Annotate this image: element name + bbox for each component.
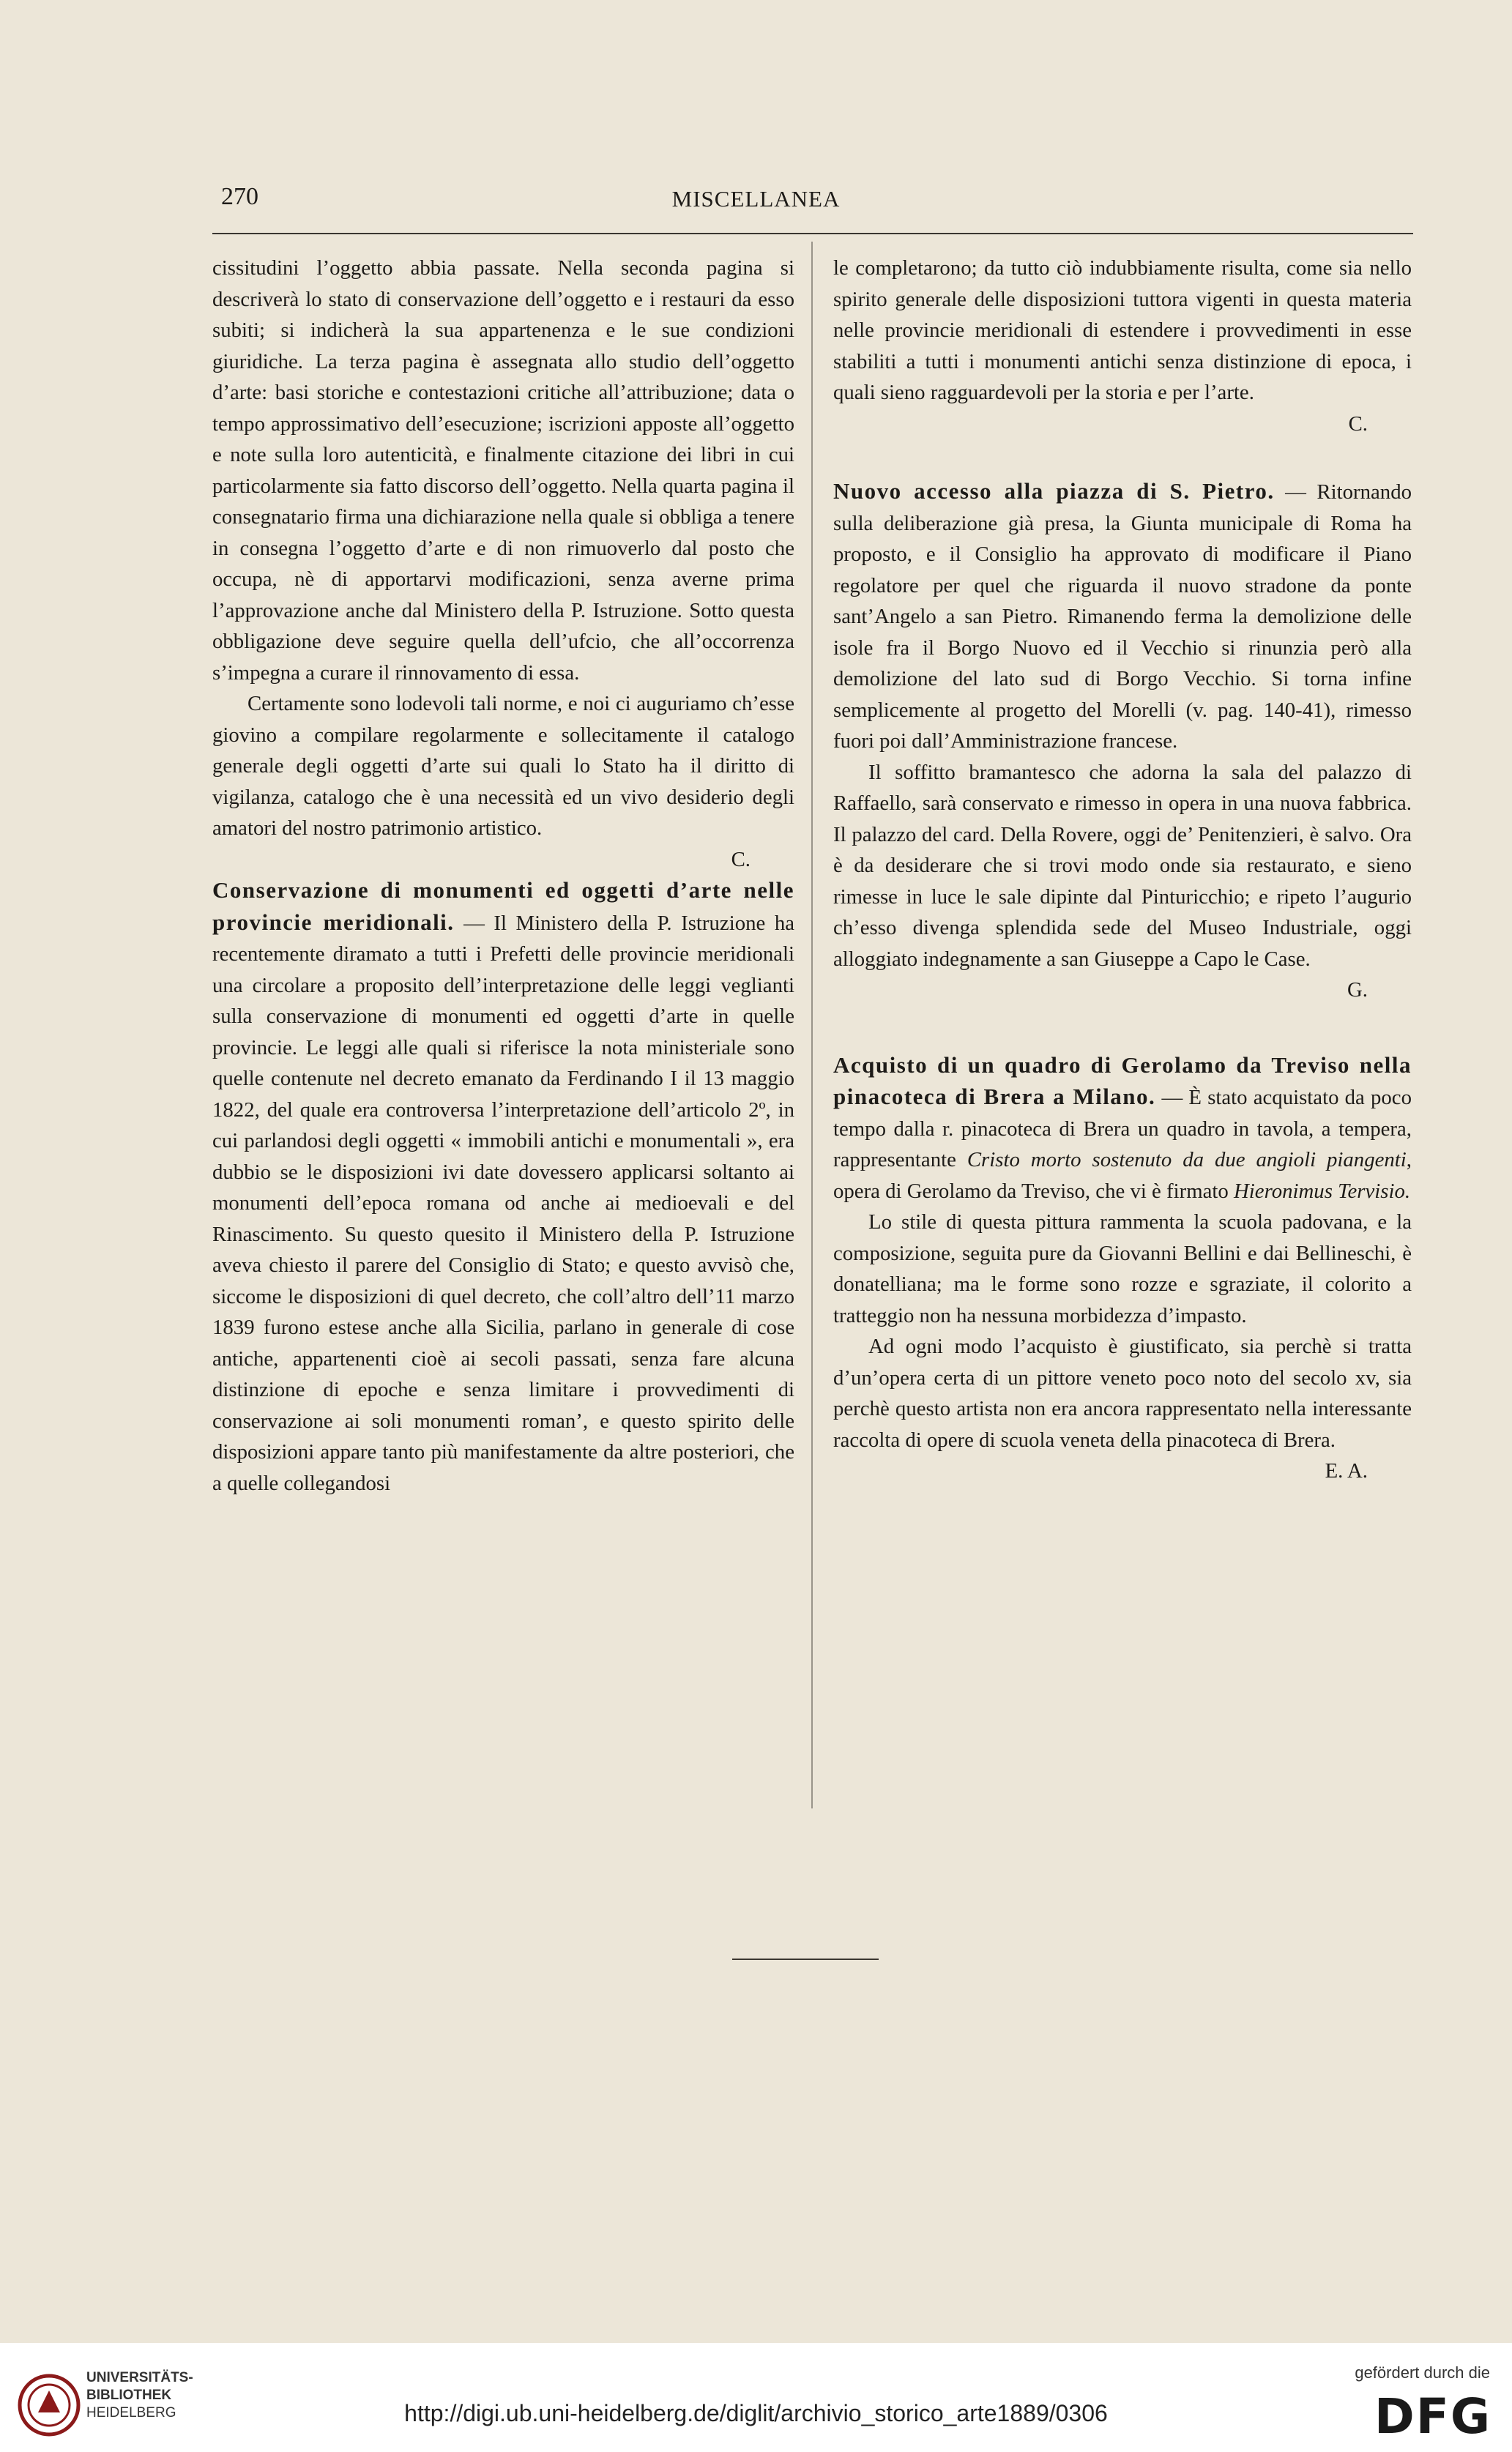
funding-label: gefördert durch die: [1355, 2363, 1490, 2382]
article-conservazione: [212, 875, 794, 1499]
article-piazza: [833, 476, 1412, 757]
paragraph: Il soffitto bramantesco che adorna la sala del palazzo di Raffaello, sarà conservato e rimesso in opera in una nuova fabbrica. Il palazzo del card. Della Rovere, oggi de’ Penitenzieri, è salvo. Ora è da desiderare che si trovi modo onde sia restaurato, e sieno rimesse in luce le sale dipinte dal Pinturicchio; e ripeto l’augurio ch’esso divenga splendida sede del Museo Industriale, oggi alloggiato indegnamente a san Giuseppe a Capo le Case.: [833, 760, 1412, 971]
paragraph: Certamente sono lodevoli tali norme, e noi ci auguriamo ch’esse giovino a compilare regolarmente e sollecitamente il catalogo generale degli oggetti d’arte sui quali lo Stato ha il diritto di vigilanza, catalogo che è una necessità ed un vivo desiderio degli amatori del nostro patrimonio artistico.: [212, 692, 794, 840]
column-divider: [811, 242, 813, 1808]
library-logo-text[interactable]: UNIVERSITÄTS- BIBLIOTHEK HEIDELBERG: [86, 2370, 193, 2421]
article-acquisto: [833, 1050, 1412, 1207]
running-header: MISCELLANEA: [671, 186, 841, 212]
header-rule: [212, 233, 1413, 234]
article-body: — Ritornando sulla deliberazione già presa, la Giunta municipale di Roma ha proposto, e il Consiglio ha approvato di modificare il Piano regolatore per quel che riguarda il nuovo stradone da ponte sant’Angelo a san Pietro. Rimanendo ferma la demolizione delle isole fra il Borgo Nuovo ed il Vecchio si rinunzia però alla demolizione del lato sud di Borgo Vecchio. Si torna infine semplicemente al progetto del Morelli (v. pag. 140-41), rimesso fuori poi dall’Amministrazione francese.: [833, 480, 1412, 753]
right-column: [833, 253, 1412, 1487]
article-body: — È stato acquistato da poco tempo dalla r. pinacoteca di Brera un quadro in tavola, a tempera, rappresentante: [833, 1086, 1412, 1171]
paragraph: cissitudini l’oggetto abbia passate. Nella seconda pagina si descriverà lo stato di conservazione dell’oggetto e i restauri da esso subiti; si indicherà la sua appartenenza e le sue condizioni giuridiche. La terza pagina è assegnata allo studio dell’oggetto d’arte: basi storiche e contestazioni critiche all’attribuzione; data o tempo approssimativo dell’esecuzione; iscrizioni apposte all’oggetto e note sulla loro autenticità, e finalmente citazione dei libri in cui particolarmente sia fatto discorso dell’oggetto. Nella quarta pagina il consegnatario firma una dichiarazione nella quale si obbliga a tenere in consegna l’oggetto d’arte e di non rimuoverlo dal posto che occupa, nè di apportarvi modificazioni, senza averne prima l’approvazione anche dal Ministero della P. Istruzione. Sotto questa obbligazione deve seguire quella dell’ufcio, che all’occorrenza s’impegna a curare il rinnovamento di essa.: [212, 256, 794, 685]
dfg-logo[interactable]: DFG: [1374, 2388, 1491, 2445]
permalink-url[interactable]: http://digi.ub.uni-heidelberg.de/diglit/archivio_storico_arte1889/0306: [404, 2400, 1108, 2426]
article-heading: Acquisto di un quadro di Gerolamo da Treviso nella pinacoteca di Brera a Milano.: [833, 1051, 1412, 1109]
end-rule: [732, 1959, 879, 1960]
footer-bar: [0, 2343, 1512, 2452]
signature: E. A.: [1325, 1459, 1368, 1483]
article-heading: Conservazione di monumenti ed oggetti d’arte nelle provincie meridionali.: [212, 877, 794, 935]
signature: C.: [731, 847, 751, 871]
paragraph: Ad ogni modo l’acquisto è giustificato, sia perchè si tratta d’un’opera certa di un pittore veneto poco noto del secolo xv, sia perchè questo artista non era ancora rappresentato nella interessante raccolta di opere di scuola veneta della pinacoteca di Brera.: [833, 1335, 1412, 1452]
article-heading: Nuovo accesso alla piazza di S. Pietro.: [833, 478, 1275, 504]
artist-signature: Hieronimus Tervisio.: [1234, 1179, 1411, 1203]
article-body: — Il Ministero della P. Istruzione ha recentemente diramato a tutti i Prefetti delle provincie meridionali una circolare a proposito dell’interpretazione delle leggi veglianti sulla conservazione di monumenti ed oggetti d’arte in quelle provincie. Le leggi alle quali si riferisce la nota ministeriale sono quelle contenute nel decreto emanato da Ferdinando I il 13 maggio 1822, del quale era controversa l’interpretazione dell’articolo 2º, in cui parlandosi degli oggetti « immobili antichi e monumentali », era dubbio se le disposizioni ivi date dovessero applicarsi soltanto ai monumenti dell’epoca romana od anche ai medioevali e del Rinascimento. Su questo quesito il Ministero della P. Istruzione aveva chiesto il parere del Consiglio di Stato; e questo avvisò che, siccome le disposizioni di quel decreto, che coll’altro dell’11 marzo 1839 furono estese anche alla Sicilia, parlano in generale di cose antiche, appartenenti cioè ai secoli passati, senza fare alcuna distinzione di epoche e senza limitare i provvedimenti di conservazione ai soli monumenti roman’, e questo spirito delle disposizioni appare tanto più manifestamente da altre posteriori, che a quelle collegandosi: [212, 911, 794, 1495]
paragraph: le completarono; da tutto ciò indubbiamente risulta, come sia nello spirito generale delle disposizioni tuttora vigenti in questa materia nelle provincie meridionali di estendere i provvedimenti in esse stabiliti a tutti i monumenti antichi senza distinzione di epoca, i quali sieno ragguardevoli per la storia e per l’arte.: [833, 256, 1412, 404]
signature: C.: [1348, 411, 1368, 436]
paragraph: Lo stile di questa pittura rammenta la scuola padovana, e la composizione, seguita pure da Giovanni Bellini e dai Bellineschi, è donatelliana; ma le forme sono rozze e sgraziate, il colorito a tratteggio non ha nessuna morbidezza d’impasto.: [833, 1210, 1412, 1327]
article-body: , opera di Gerolamo da Treviso, che vi è firmato: [833, 1148, 1412, 1203]
artwork-title: Cristo morto sostenuto da due angioli piangenti: [967, 1148, 1407, 1171]
left-column: [212, 253, 794, 1499]
page-number: 270: [221, 183, 258, 210]
signature: G.: [1347, 978, 1368, 1002]
